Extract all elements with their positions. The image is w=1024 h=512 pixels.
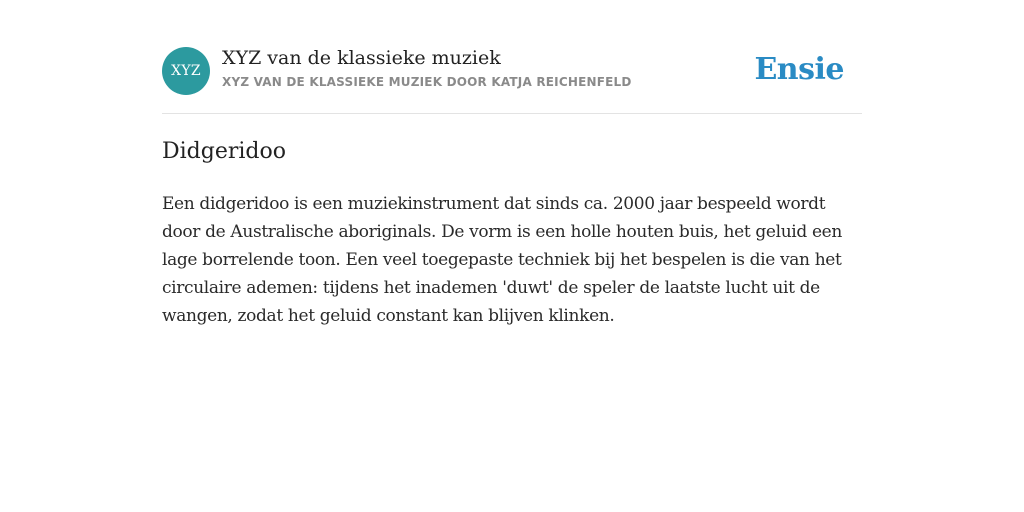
site-subtitle: XYZ VAN DE KLASSIEKE MUZIEK DOOR KATJA REICHENFELD bbox=[222, 75, 632, 89]
entry-title: Didgeridoo bbox=[162, 139, 286, 164]
avatar[interactable]: XYZ bbox=[162, 47, 210, 95]
site-title[interactable]: XYZ van de klassieke muziek bbox=[222, 47, 501, 69]
brand-logo[interactable]: Ensie bbox=[754, 52, 844, 87]
divider bbox=[162, 113, 862, 114]
header bbox=[162, 46, 862, 96]
entry-body: Een didgeridoo is een muziekinstrument dat sinds ca. 2000 jaar bespeeld wordt door de Australische aboriginals. De vorm is een holle houten buis, het geluid een lage borrelende toon. Een veel toegepaste techniek bij het bespelen is die van het circulaire ademen: tijdens het inademen 'duwt' de speler de laatste lucht uit de wangen, zodat het geluid constant kan blijven klinken. bbox=[162, 194, 842, 326]
site-titles bbox=[222, 46, 632, 89]
